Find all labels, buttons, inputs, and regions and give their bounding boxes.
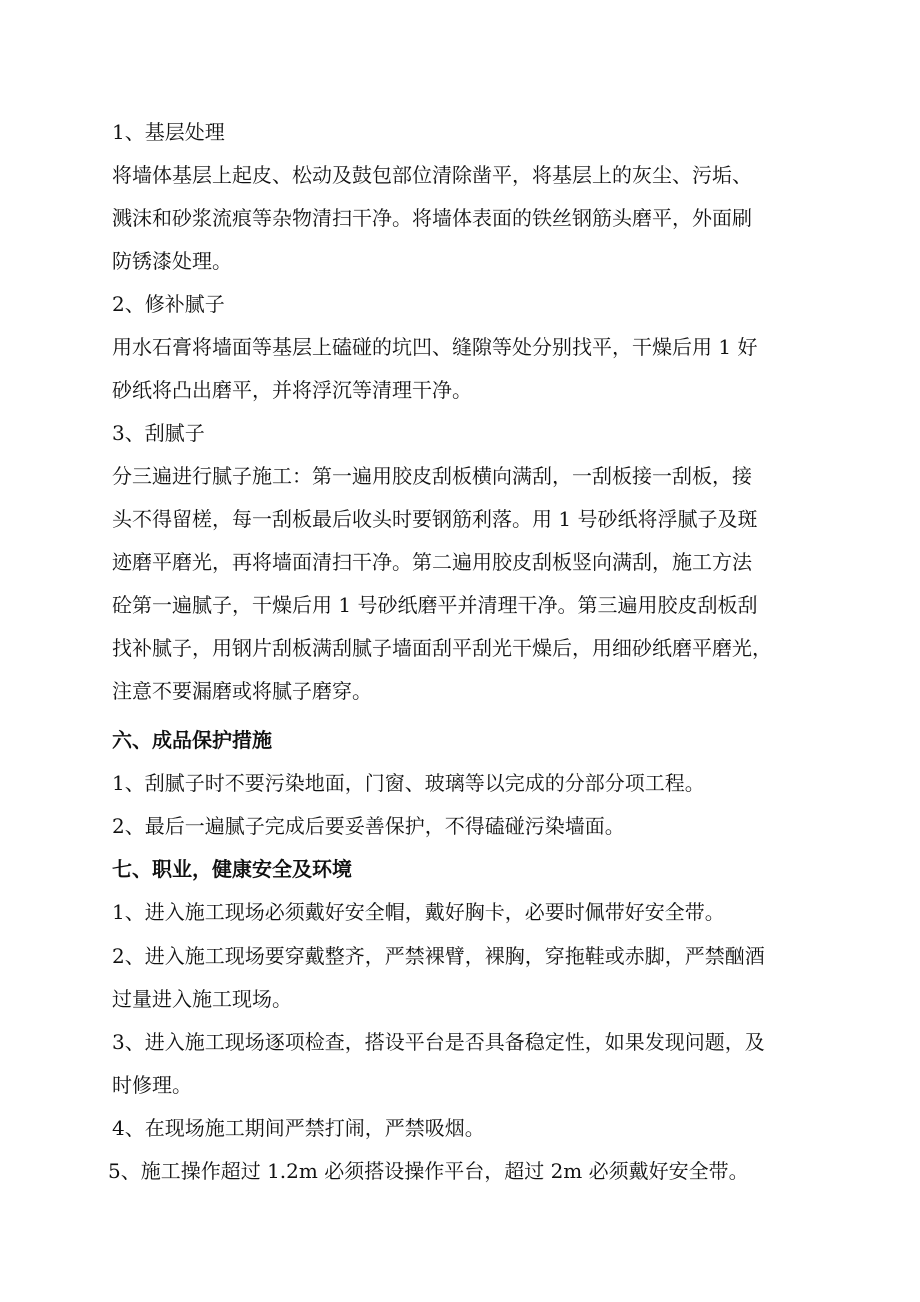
paragraph-line: 迹磨平磨光，再将墙面清扫干净。第二遍用胶皮刮板竖向满刮，施工方法 <box>112 550 752 574</box>
paragraph-line: 溅沫和砂浆流痕等杂物清扫干净。将墙体表面的铁丝钢筋头磨平，外面刷 <box>112 206 752 230</box>
list-item: 2、最后一遍腻子完成后要妥善保护，不得磕碰污染墙面。 <box>112 814 625 838</box>
paragraph-line: 将墙体基层上起皮、松动及鼓包部位清除凿平，将基层上的灰尘、污垢、 <box>112 163 752 187</box>
list-item: 5、施工操作超过 1.2m 必须搭设操作平台，超过 2m 必须戴好安全带。 <box>108 1159 749 1183</box>
section-heading-occupational-health: 七、职业，健康安全及环境 <box>112 857 352 881</box>
list-item: 3、进入施工现场逐项检查，搭设平台是否具备稳定性，如果发现问题，及 <box>112 1030 765 1054</box>
list-item: 4、在现场施工期间严禁打闹，严禁吸烟。 <box>112 1116 485 1140</box>
list-item-continuation: 过量进入施工现场。 <box>112 987 292 1011</box>
list-item-continuation: 时修理。 <box>112 1073 192 1097</box>
subheading-base-treatment: 1、基层处理 <box>112 120 225 144</box>
paragraph-line: 用水石膏将墙面等基层上磕碰的坑凹、缝隙等处分别找平，干燥后用 1 好 <box>112 335 758 359</box>
paragraph-line: 注意不要漏磨或将腻子磨穿。 <box>112 679 372 703</box>
section-heading-product-protection: 六、成品保护措施 <box>112 728 272 752</box>
paragraph-line: 分三遍进行腻子施工：第一遍用胶皮刮板横向满刮，一刮板接一刮板，接 <box>112 464 752 488</box>
paragraph-line: 找补腻子，用钢片刮板满刮腻子墙面刮平刮光干燥后，用细砂纸磨平磨光， <box>112 636 772 660</box>
list-item: 1、进入施工现场必须戴好安全帽，戴好胸卡，必要时佩带好安全带。 <box>112 900 725 924</box>
paragraph-line: 砼第一遍腻子，干燥后用 1 号砂纸磨平并清理干净。第三遍用胶皮刮板刮 <box>112 593 758 617</box>
paragraph-line: 头不得留槎，每一刮板最后收头时要钢筋利落。用 1 号砂纸将浮腻子及斑 <box>112 507 758 531</box>
subheading-scrape-putty: 3、刮腻子 <box>112 421 205 445</box>
list-item: 2、进入施工现场要穿戴整齐，严禁裸臂，裸胸，穿拖鞋或赤脚，严禁酗酒 <box>112 944 765 968</box>
paragraph-line: 防锈漆处理。 <box>112 249 232 273</box>
list-item: 1、刮腻子时不要污染地面，门窗、玻璃等以完成的分部分项工程。 <box>112 771 705 795</box>
paragraph-line: 砂纸将凸出磨平，并将浮沉等清理干净。 <box>112 378 472 402</box>
subheading-patch-putty: 2、修补腻子 <box>112 292 225 316</box>
